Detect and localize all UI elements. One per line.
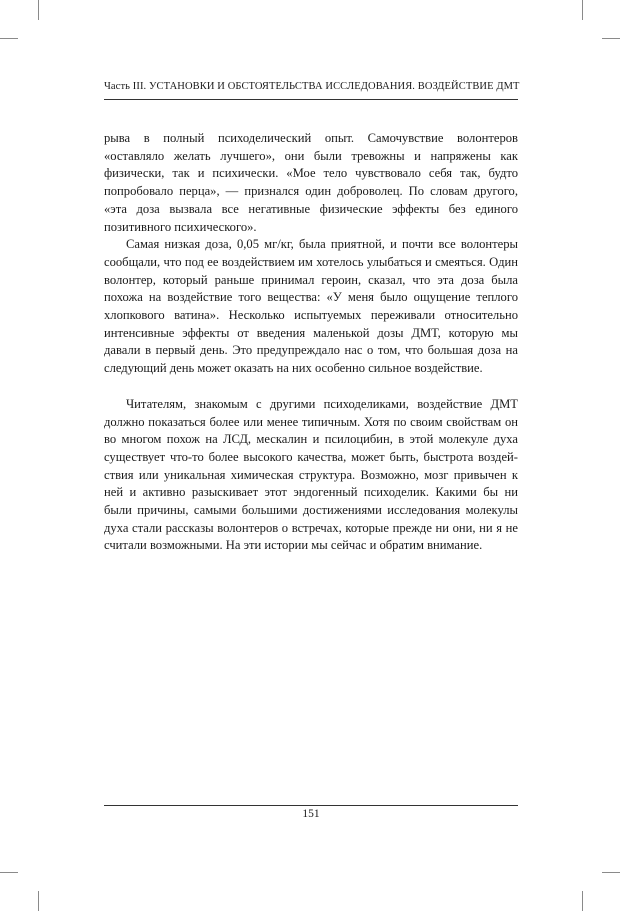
crop-mark-bottom-right-h — [602, 872, 620, 873]
page-number: 151 — [302, 808, 320, 820]
crop-mark-bottom-left — [38, 891, 39, 911]
running-head-title: УСТАНОВКИ И ОБСТОЯТЕЛЬСТВА ИССЛЕДОВАНИЯ. ВОЗДЕЙСТВИЕ ДМТ — [149, 81, 520, 92]
body-text — [104, 130, 518, 555]
crop-mark-bottom-right — [582, 891, 583, 911]
paragraph: Читателям, знакомым с другими психоделиками, воздействие ДМТ должно показаться более или менее типичным. Хотя по своим свойствам он во многом похож на ЛСД, мескалин и псилоцибин, в этой молекуле духа существует что-то более высокого качества, может быть, быстрота воздействия или уникальная химическая структура. Возможно, мозг привычен к ней и активно разыскивает этот эндогенный психоделик. Какими бы ни были причины, самыми большими достижениями исследования молекулы духа стали рассказы волонтеров о встречах, которые прежде ни они, ни я не считали возможными. На эти истории мы сейчас и обратим внимание. — [104, 396, 518, 553]
header-rule — [104, 99, 518, 100]
paragraph: Самая низкая доза, 0,05 мг/кг, была приятной, и почти все волонтеры сообщали, что под ее воздействием им хотелось улыбаться и смеяться. Один волонтер, который раньше принимал героин, сказал, что эта доза была похожа на воздействие того вещества: «У меня было ощущение теплого хлопкового ватина». Несколько испытуемых переживали относительно интенсивные эффекты от введения маленькой дозы ДМТ, которую мы давали в первый день. Это предупреждало нас о том, что большая доза на следующий день может оказать на них особенно сильное воздействие. — [104, 237, 518, 376]
crop-mark-top-left-h — [0, 38, 18, 39]
paragraph-continued: рыва в полный психоделический опыт. Самочувствие волонтеров «оставляло желать лучшего», они были тревожны и напряжены как физически, так и психически. «Мое тело чувствовало себя так, будто попробовало перца», — признался один доброволец. По словам другого, «эта доза вызвала все негативные физические эффекты без единого позитивного психического». — [104, 131, 518, 234]
crop-mark-bottom-left-h — [0, 872, 18, 873]
running-head — [104, 81, 518, 92]
crop-mark-top-right-h — [602, 38, 620, 39]
running-head-prefix: Часть III. — [104, 81, 147, 92]
crop-mark-top-right — [582, 0, 583, 20]
crop-mark-top-left — [38, 0, 39, 20]
footer-rule — [104, 805, 518, 806]
